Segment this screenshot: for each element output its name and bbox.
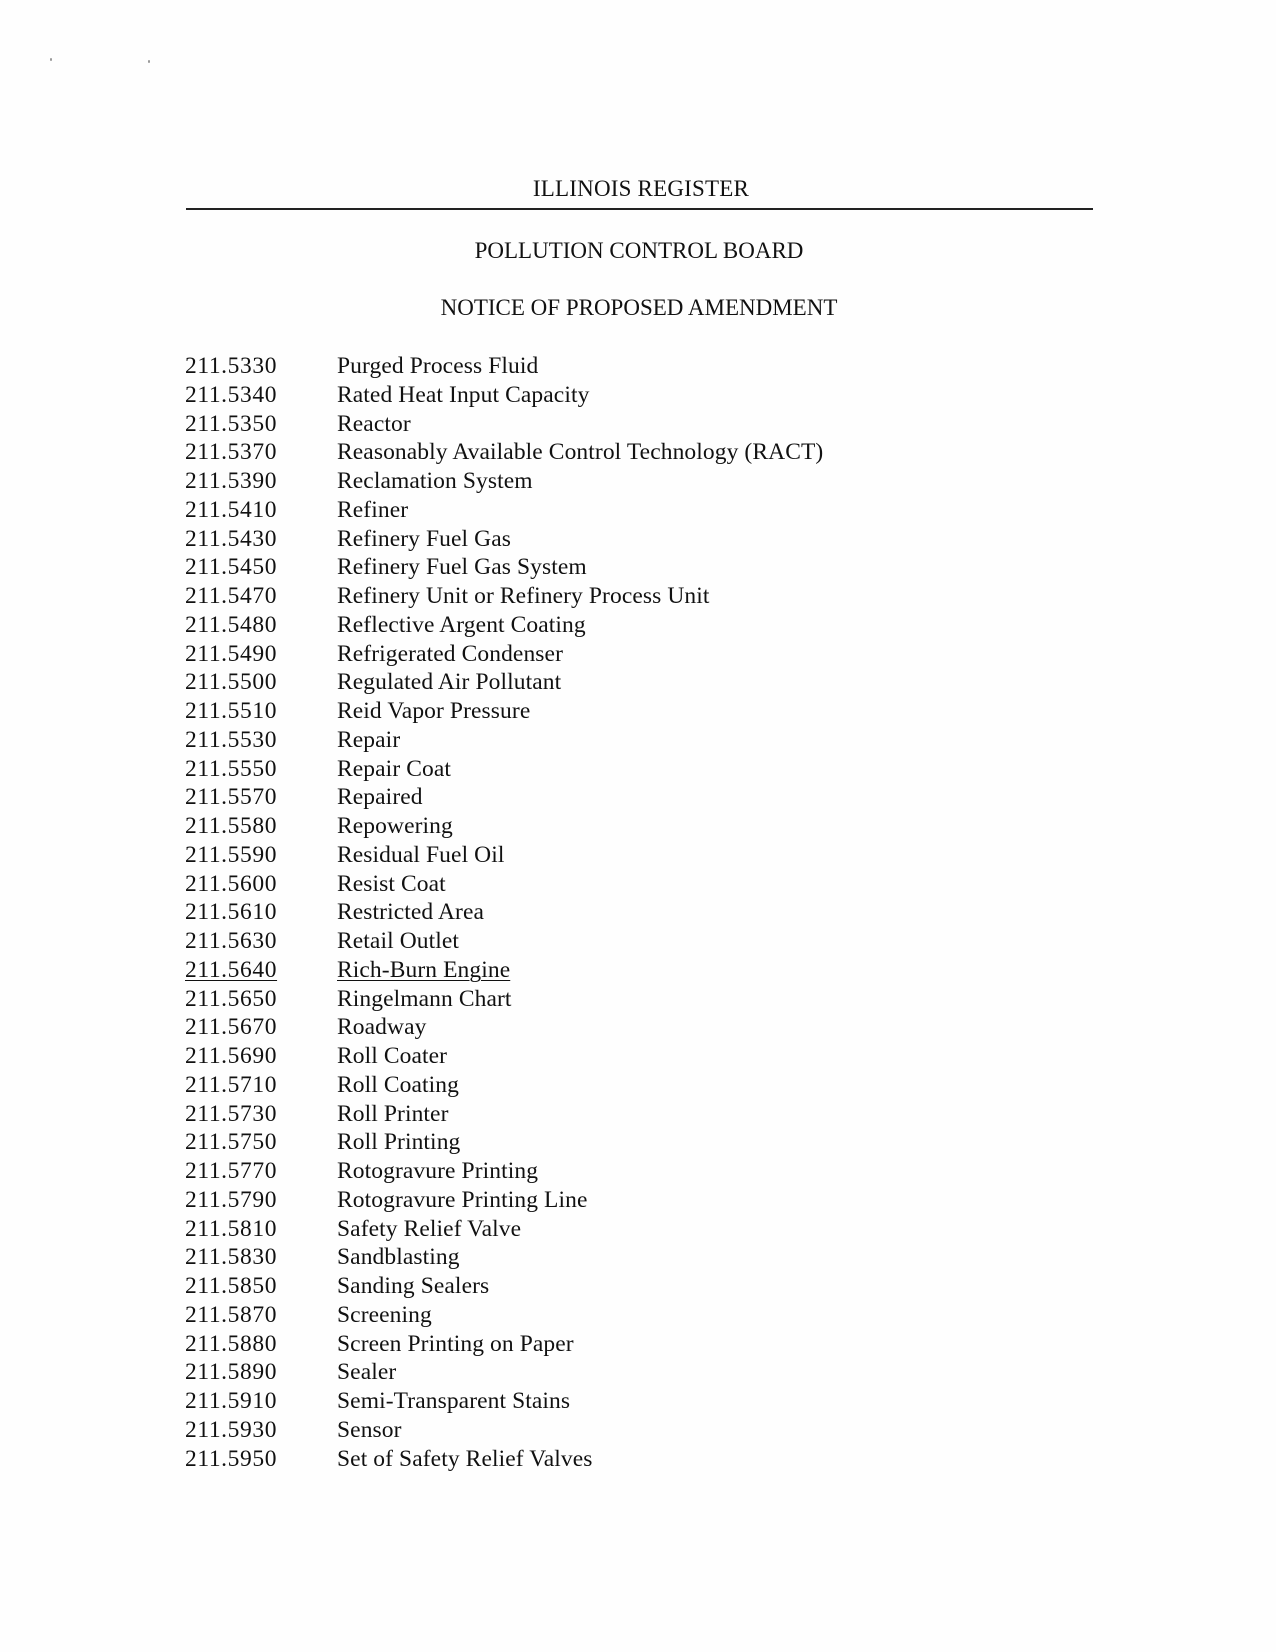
section-title: Repair Coat	[337, 755, 451, 782]
section-row	[185, 698, 823, 727]
section-number: 211.5600	[185, 870, 278, 897]
section-title: Rated Heat Input Capacity	[337, 381, 590, 408]
section-title: Sensor	[337, 1416, 402, 1443]
section-number: 211.5410	[185, 496, 278, 523]
section-title: Sealer	[337, 1359, 397, 1386]
section-title: Ringelmann Chart	[337, 985, 512, 1012]
section-title: Repowering	[337, 813, 453, 839]
section-title: Safety Relief Valve	[337, 1215, 522, 1242]
section-title: Refiner	[337, 496, 409, 523]
section-row	[185, 842, 823, 871]
section-number: 211.5490	[185, 640, 278, 667]
section-number: 211.5870	[185, 1301, 278, 1328]
section-title: Reasonably Available Control Technology (RACT)	[337, 439, 824, 466]
section-row	[185, 871, 823, 900]
section-number: 211.5690	[185, 1043, 278, 1069]
section-number: 211.5340	[185, 381, 278, 408]
section-number: 211.5450	[185, 554, 278, 581]
section-number: 211.5830	[185, 1244, 278, 1271]
section-title: Reid Vapor Pressure	[337, 698, 531, 724]
section-number: 211.5470	[185, 583, 278, 609]
section-number: 211.5500	[185, 669, 278, 696]
section-title: Repaired	[337, 784, 423, 811]
section-row	[185, 1388, 823, 1417]
section-number: 211.5480	[185, 611, 278, 638]
notice-heading: NOTICE OF PROPOSED AMENDMENT	[440, 295, 838, 320]
section-number: 211.5730	[185, 1100, 278, 1127]
section-title: Rich-Burn Engine	[337, 956, 511, 983]
section-title: Roll Coater	[337, 1043, 448, 1069]
section-number: 211.5910	[185, 1388, 278, 1414]
section-row	[185, 1129, 823, 1158]
section-row	[185, 1072, 823, 1101]
section-row	[185, 526, 823, 555]
section-number: 211.5810	[185, 1215, 278, 1242]
section-title: Repair	[337, 726, 401, 753]
section-row	[185, 669, 823, 698]
section-title: Rotogravure Printing Line	[337, 1186, 588, 1213]
section-row	[185, 1417, 823, 1446]
section-row	[185, 583, 823, 612]
section-number: 211.5950	[185, 1445, 278, 1472]
section-row	[185, 497, 823, 526]
section-row	[185, 612, 823, 641]
agency-name: POLLUTION CONTROL BOARD	[474, 238, 804, 263]
section-title: Reclamation System	[337, 468, 533, 494]
section-row	[185, 411, 823, 440]
section-row	[185, 727, 823, 756]
section-row	[185, 986, 823, 1015]
section-row	[185, 1187, 823, 1216]
section-row	[185, 1158, 823, 1187]
section-title: Refinery Unit or Refinery Process Unit	[337, 583, 710, 609]
section-number: 211.5350	[185, 410, 278, 437]
section-row	[185, 1014, 823, 1043]
section-row	[185, 382, 823, 411]
section-number: 211.5750	[185, 1129, 278, 1156]
section-row	[185, 1331, 823, 1360]
section-row	[185, 813, 823, 842]
section-row	[185, 1359, 823, 1388]
section-title: Rotogravure Printing	[337, 1158, 539, 1184]
section-number: 211.5550	[185, 755, 278, 782]
section-title: Screening	[337, 1301, 432, 1328]
section-number: 211.5670	[185, 1014, 278, 1041]
section-number: 211.5570	[185, 784, 278, 811]
section-number: 211.5510	[185, 698, 278, 724]
section-number: 211.5390	[185, 468, 278, 494]
section-row	[185, 1101, 823, 1130]
section-row	[185, 899, 823, 928]
section-number: 211.5790	[185, 1186, 278, 1213]
section-number: 211.5880	[185, 1330, 278, 1357]
section-title: Refinery Fuel Gas	[337, 525, 511, 552]
section-list	[185, 353, 823, 1474]
section-number: 211.5530	[185, 726, 278, 753]
section-title: Roll Coating	[337, 1071, 459, 1098]
section-row	[185, 756, 823, 785]
section-title: Resist Coat	[337, 870, 446, 897]
section-row	[185, 1302, 823, 1331]
section-row	[185, 1446, 823, 1475]
section-number: 211.5930	[185, 1416, 278, 1443]
section-number: 211.5610	[185, 899, 278, 926]
section-row	[185, 439, 823, 468]
section-number: 211.5580	[185, 813, 278, 839]
section-row	[185, 957, 823, 986]
publication-title: ILLINOIS REGISTER	[532, 176, 750, 201]
section-title: Sanding Sealers	[337, 1273, 490, 1299]
section-number: 211.5370	[185, 439, 278, 466]
section-row	[185, 1273, 823, 1302]
section-number: 211.5650	[185, 985, 278, 1012]
header-divider	[186, 208, 1093, 210]
section-title: Regulated Air Pollutant	[337, 669, 562, 696]
section-row	[185, 928, 823, 957]
section-title: Refinery Fuel Gas System	[337, 554, 587, 581]
section-number: 211.5590	[185, 841, 278, 868]
section-title: Screen Printing on Paper	[337, 1330, 574, 1357]
section-title: Set of Safety Relief Valves	[337, 1445, 593, 1472]
section-number: 211.5630	[185, 928, 278, 954]
section-title: Purged Process Fluid	[337, 353, 539, 379]
section-number: 211.5770	[185, 1158, 278, 1184]
section-title: Retail Outlet	[337, 928, 460, 954]
section-row	[185, 784, 823, 813]
section-title: Refrigerated Condenser	[337, 640, 564, 667]
section-title: Reactor	[337, 410, 411, 437]
section-title: Sandblasting	[337, 1244, 460, 1271]
section-row	[185, 353, 823, 382]
section-title: Residual Fuel Oil	[337, 841, 505, 868]
section-number: 211.5640	[185, 956, 278, 983]
section-row	[185, 554, 823, 583]
section-number: 211.5890	[185, 1359, 278, 1386]
section-number: 211.5850	[185, 1273, 278, 1299]
section-title: Roll Printer	[337, 1100, 449, 1127]
section-title: Semi-Transparent Stains	[337, 1388, 571, 1414]
section-title: Reflective Argent Coating	[337, 611, 586, 638]
section-number: 211.5710	[185, 1071, 278, 1098]
scan-speck	[148, 60, 150, 63]
section-row	[185, 1244, 823, 1273]
section-row	[185, 641, 823, 670]
section-title: Restricted Area	[337, 899, 485, 926]
section-row	[185, 1216, 823, 1245]
section-number: 211.5330	[185, 353, 278, 379]
section-title: Roll Printing	[337, 1129, 461, 1156]
section-number: 211.5430	[185, 525, 278, 552]
scan-speck	[50, 58, 52, 61]
section-row	[185, 1043, 823, 1072]
section-row	[185, 468, 823, 497]
section-title: Roadway	[337, 1014, 427, 1041]
